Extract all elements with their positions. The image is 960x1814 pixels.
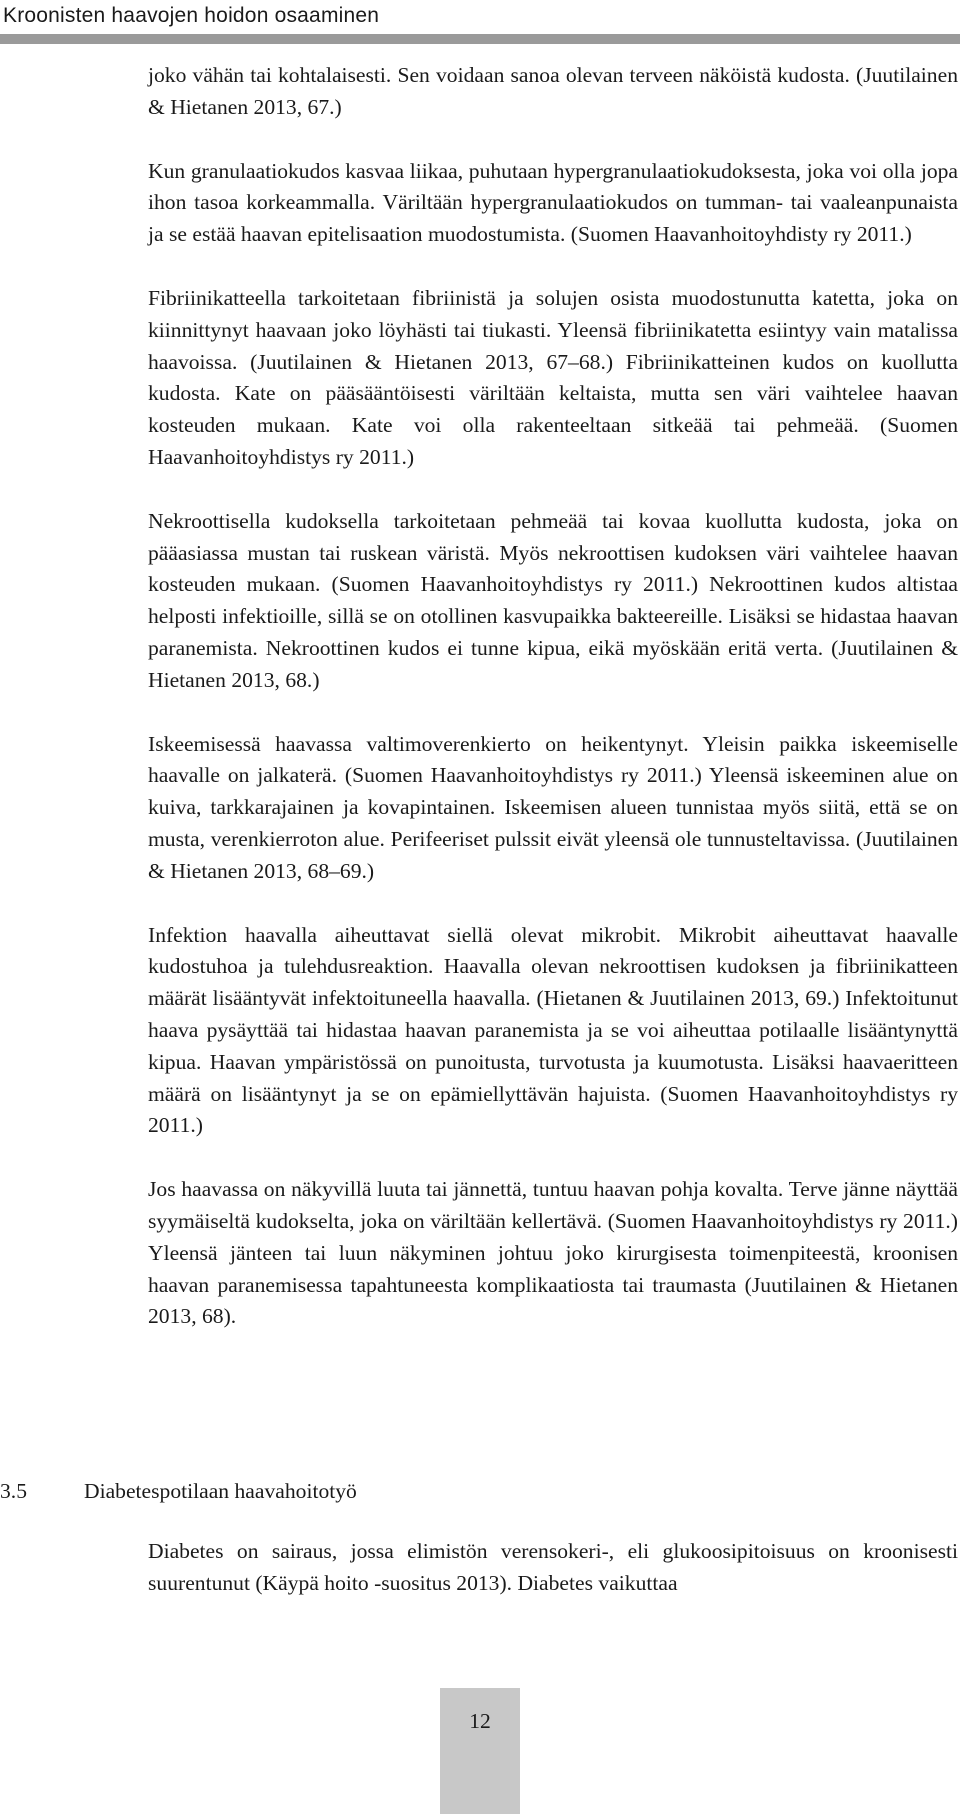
section-body [148, 1536, 958, 1632]
header-rule [0, 34, 960, 44]
section-heading [0, 1475, 960, 1509]
page-number: 12 [469, 1709, 491, 1733]
running-header-title: Kroonisten haavojen hoidon osaaminen [3, 4, 380, 27]
section-title: Diabetespotilaan haavahoitotyö [84, 1479, 357, 1503]
section-number: 3.5 [0, 1479, 27, 1503]
paragraph-continuation: joko vähän tai kohtalaisesti. Sen voidaan sanoa olevan terveen näköistä kudosta. (Juutilainen & Hietanen 2013, 67.) [148, 63, 958, 119]
paragraph-ischemic: Iskeemisessä haavassa valtimoverenkierto on heikentynyt. Yleisin paikka iskeemiselle haavalle on jalkaterä. (Suomen Haavanhoitoyhdistys ry 2011.) Yleensä iskeeminen alue on kuiva, tarkkarajainen ja kovapintainen. Iskeemisen alueen tunnistaa myös siitä, että se on musta, verenkierroton alue. Perifeeriset pulssit eivät yleensä ole tunnusteltavissa. (Juutilainen & Hietanen 2013, 68–69.) [148, 731, 958, 883]
body-text [148, 60, 958, 1365]
paragraph-necrotic: Nekroottisella kudoksella tarkoitetaan pehmeää tai kovaa kuollutta kudosta, joka on pääasiassa mustan tai ruskean väristä. Myös nekroottisen kudoksen väri vaihtelee haavan kosteuden mukaan. (Suomen Haavanhoitoyhdistys ry 2011.) Nekroottinen kudos altistaa helposti infektioille, sillä se on otollinen kasvupaikka bakteereille. Lisäksi se hidastaa haavan paranemista. Nekroottinen kudos ei tunne kipua, eikä myöskään eritä verta. (Juutilainen & Hietanen 2013, 68.) [148, 508, 958, 692]
page-header [0, 0, 960, 44]
paragraph-hypergranulation: Kun granulaatiokudos kasvaa liikaa, puhutaan hypergranulaatiokudoksesta, joka voi olla jopa ihon tasoa korkeammalla. Väriltään hypergranulaatiokudos on tumman- tai vaaleanpunaista ja se estää haavan epitelisaation muodostumista. (Suomen Haavanhoitoyhdisty ry 2011.) [148, 158, 958, 247]
paragraph-bone-tendon: Jos haavassa on näkyvillä luuta tai jännettä, tuntuu haavan pohja kovalta. Terve jänne näyttää syymäiseltä kudokselta, joka on väriltään kellertävä. (Suomen Haavanhoitoyhdistys ry 2011.) Yleensä jänteen tai luun näkyminen johtuu joko kirurgisesta toimenpiteestä, kroonisen haavan paranemisessa tapahtuneesta komplikaatiosta tai traumasta (Juutilainen & Hietanen 2013, 68). [148, 1177, 958, 1329]
paragraph-fibrin: Fibriinikatteella tarkoitetaan fibriinistä ja solujen osista muodostunutta katetta, joka on kiinnittynyt haavaan joko löyhästi tai tiukasti. Yleensä fibriinikatetta esiintyy vain matalissa haavoissa. (Juutilainen & Hietanen 2013, 67–68.) Fibriinikatteinen kudos on kuollutta kudosta. Kate on pääsääntöisesti väriltään keltaista, mutta sen väri vaihtelee haavan kosteuden mukaan. Kate voi olla rakenteeltaan sitkeää tai pehmeää. (Suomen Haavanhoitoyhdistys ry 2011.) [148, 285, 958, 469]
page-number-box [440, 1688, 520, 1814]
paragraph-infection: Infektion haavalla aiheuttavat siellä olevat mikrobit. Mikrobit aiheuttavat haavalle kudostuhoa ja tulehdusreaktion. Haavalla olevan nekroottisen kudoksen ja fibriinikatteen määrät lisääntyvät infektoituneella haavalla. (Hietanen & Juutilainen 2013, 69.) Infektoitunut haava pysäyttää tai hidastaa haavan paranemista ja se voi aiheuttaa potilaalle lisääntynyttä kipua. Haavan ympäristössä on punoitusta, turvotusta ja kuumotusta. Lisäksi haavaeritteen määrä on lisääntynyt ja se on epämiellyttävän hajuista. (Suomen Haavanhoitoyhdistys ry 2011.) [148, 922, 958, 1138]
paragraph-diabetes: Diabetes on sairaus, jossa elimistön verensokeri-, eli glukoosipitoisuus on kroonisesti suurentunut (Käypä hoito -suositus 2013). Diabetes vaikuttaa [148, 1539, 958, 1595]
